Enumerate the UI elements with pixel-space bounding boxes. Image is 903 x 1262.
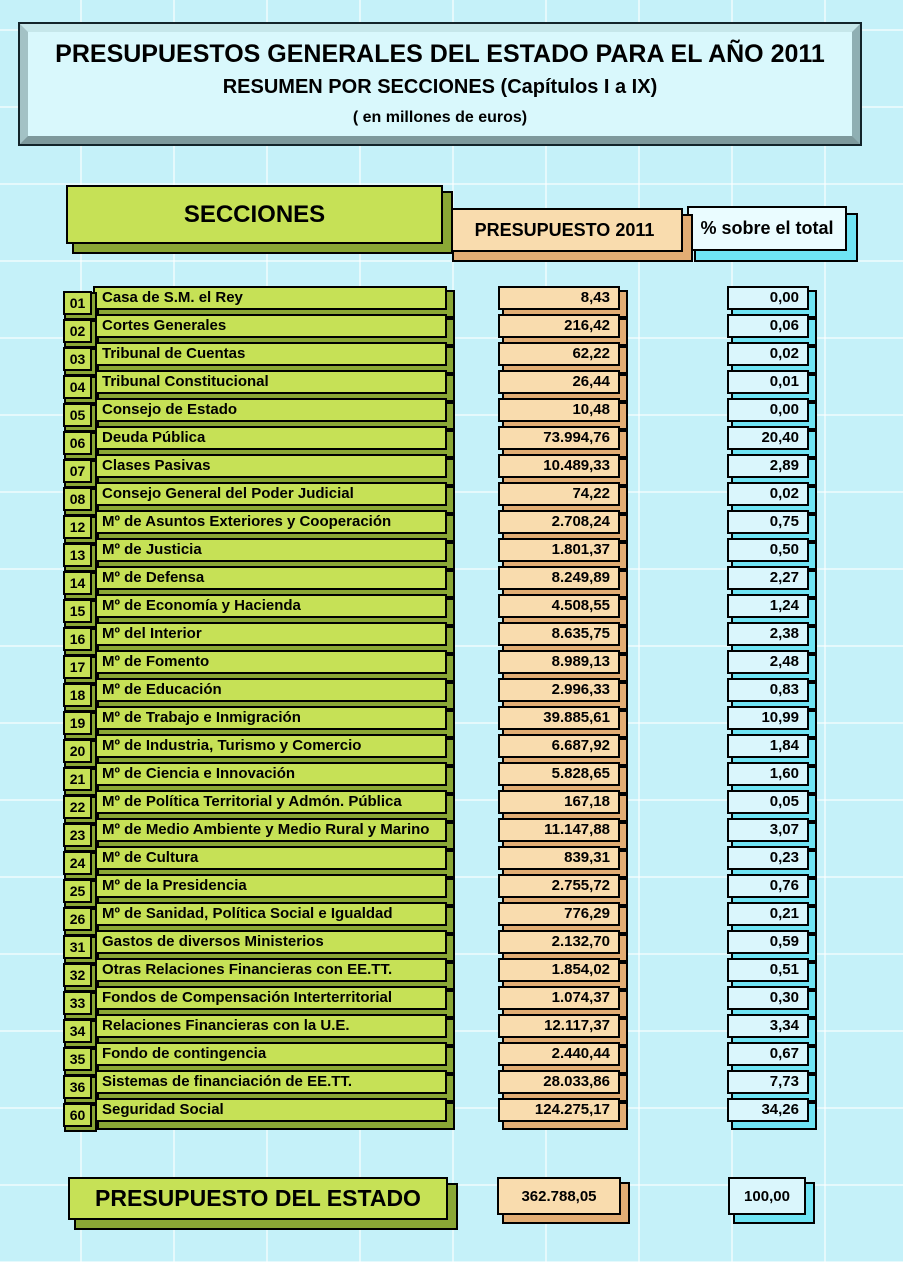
percent-box — [727, 594, 809, 618]
section-name: Fondos de Compensación Interterritorial — [102, 989, 393, 1006]
percent-value: 1,84 — [769, 737, 799, 754]
section-code: 03 — [69, 351, 86, 367]
budget-amount-box — [498, 1042, 620, 1066]
budget-amount-box — [498, 902, 620, 926]
section-code: 21 — [69, 771, 86, 787]
section-name-bar — [93, 398, 447, 422]
section-code-badge — [63, 319, 92, 343]
percent-box — [727, 342, 809, 366]
section-name-bar — [93, 454, 447, 478]
section-code: 02 — [69, 323, 86, 339]
section-code-badge — [63, 795, 92, 819]
section-name-bar — [93, 706, 447, 730]
section-code-badge — [63, 543, 92, 567]
section-code: 04 — [69, 379, 86, 395]
table-row — [66, 594, 826, 622]
section-name-bar — [93, 818, 447, 842]
section-code-badge — [63, 907, 92, 931]
section-code: 06 — [69, 435, 86, 451]
section-name: Mº de Economía y Hacienda — [102, 597, 301, 614]
table-row — [66, 398, 826, 426]
budget-amount-box — [498, 1070, 620, 1094]
percent-box — [727, 762, 809, 786]
section-code: 20 — [69, 743, 86, 759]
percent-value: 2,89 — [769, 457, 799, 474]
section-name: Deuda Pública — [102, 429, 206, 446]
percent-box — [727, 818, 809, 842]
budget-amount: 1.801,37 — [551, 541, 610, 558]
table-row — [66, 454, 826, 482]
section-code: 15 — [69, 603, 86, 619]
budget-amount: 167,18 — [564, 793, 610, 810]
section-code-badge — [63, 459, 92, 483]
section-name: Casa de S.M. el Rey — [102, 289, 243, 306]
budget-amount-box — [498, 398, 620, 422]
budget-amount-box — [498, 930, 620, 954]
section-code: 08 — [69, 491, 86, 507]
percent-box — [727, 902, 809, 926]
section-code: 12 — [69, 519, 86, 535]
section-code: 32 — [69, 967, 86, 983]
total-amount-box — [497, 1177, 621, 1215]
budget-amount-box — [498, 790, 620, 814]
section-name-bar — [93, 342, 447, 366]
section-name: Mº de Política Territorial y Admón. Pública — [102, 793, 402, 810]
section-name: Sistemas de financiación de EE.TT. — [102, 1073, 353, 1090]
section-name-bar — [93, 622, 447, 646]
table-row — [66, 650, 826, 678]
section-code: 17 — [69, 659, 86, 675]
section-name: Fondo de contingencia — [102, 1045, 267, 1062]
budget-amount: 62,22 — [572, 345, 610, 362]
table-row — [66, 734, 826, 762]
budget-amount: 6.687,92 — [551, 737, 610, 754]
percent-value: 0,05 — [769, 793, 799, 810]
section-code-badge — [63, 655, 92, 679]
percent-value: 0,59 — [769, 933, 799, 950]
percent-box — [727, 678, 809, 702]
section-name-bar — [93, 566, 447, 590]
section-name-bar — [93, 846, 447, 870]
section-name-bar — [93, 762, 447, 786]
budget-amount-box — [498, 594, 620, 618]
section-code: 33 — [69, 995, 86, 1011]
section-name-bar — [93, 902, 447, 926]
table-row — [66, 930, 826, 958]
percent-value: 0,50 — [769, 541, 799, 558]
section-code: 07 — [69, 463, 86, 479]
percent-box — [727, 734, 809, 758]
percent-value: 0,51 — [769, 961, 799, 978]
section-name-bar — [93, 314, 447, 338]
percent-value: 0,02 — [769, 485, 799, 502]
percent-box — [727, 622, 809, 646]
section-name: Clases Pasivas — [102, 457, 211, 474]
percent-box — [727, 874, 809, 898]
table-row — [66, 818, 826, 846]
budget-amount: 10.489,33 — [543, 457, 610, 474]
percent-box — [727, 1014, 809, 1038]
section-code-badge — [63, 823, 92, 847]
percent-box — [727, 706, 809, 730]
percent-box — [727, 286, 809, 310]
section-name: Mº de Trabajo e Inmigración — [102, 709, 301, 726]
section-name-bar — [93, 538, 447, 562]
section-code-badge — [63, 767, 92, 791]
title-panel — [20, 24, 860, 144]
budget-amount: 1.854,02 — [551, 961, 610, 978]
budget-amount-box — [498, 622, 620, 646]
table-row — [66, 342, 826, 370]
budget-amount: 26,44 — [572, 373, 610, 390]
section-name: Otras Relaciones Financieras con EE.TT. — [102, 961, 393, 978]
percent-box — [727, 1098, 809, 1122]
section-name-bar — [93, 930, 447, 954]
total-label-box — [68, 1177, 448, 1220]
budget-amount: 74,22 — [572, 485, 610, 502]
budget-amount-box — [498, 510, 620, 534]
section-code-badge — [63, 1075, 92, 1099]
section-name: Seguridad Social — [102, 1101, 224, 1118]
percent-value: 2,48 — [769, 653, 799, 670]
percent-box — [727, 846, 809, 870]
budget-amount: 8,43 — [580, 289, 610, 306]
total-percent-box — [728, 1177, 806, 1215]
section-name-bar — [93, 594, 447, 618]
budget-amount-box — [498, 1098, 620, 1122]
percent-box — [727, 650, 809, 674]
percent-box — [727, 1070, 809, 1094]
section-name: Mº de Asuntos Exteriores y Cooperación — [102, 513, 392, 530]
budget-amount: 1.074,37 — [551, 989, 610, 1006]
percent-box — [727, 454, 809, 478]
section-code-badge — [63, 739, 92, 763]
percent-box — [727, 426, 809, 450]
percent-value: 0,21 — [769, 905, 799, 922]
percent-box — [727, 986, 809, 1010]
section-name: Mº de la Presidencia — [102, 877, 247, 894]
percent-value: 10,99 — [761, 709, 799, 726]
percent-value: 1,60 — [769, 765, 799, 782]
section-code-badge — [63, 431, 92, 455]
percent-value: 0,06 — [769, 317, 799, 334]
presupuesto-header-label: PRESUPUESTO 2011 — [474, 219, 655, 240]
budget-amount: 124.275,17 — [534, 1101, 610, 1118]
section-code-badge — [63, 487, 92, 511]
section-name: Mº de Educación — [102, 681, 222, 698]
table-row — [66, 370, 826, 398]
budget-amount: 839,31 — [564, 849, 610, 866]
section-code-badge — [63, 879, 92, 903]
section-code-badge — [63, 683, 92, 707]
budget-amount-box — [498, 706, 620, 730]
percent-box — [727, 566, 809, 590]
table-row — [66, 902, 826, 930]
section-code: 34 — [69, 1023, 86, 1039]
page-title: PRESUPUESTOS GENERALES DEL ESTADO PARA EL AÑO 2011 — [55, 39, 825, 68]
total-percent: 100,00 — [744, 1187, 790, 1205]
section-code-badge — [63, 935, 92, 959]
budget-amount: 2.755,72 — [551, 877, 610, 894]
section-name-bar — [93, 1098, 447, 1122]
section-name: Mº de Defensa — [102, 569, 205, 586]
budget-amount-box — [498, 482, 620, 506]
table-row — [66, 846, 826, 874]
percent-value: 0,75 — [769, 513, 799, 530]
section-name: Mº de Ciencia e Innovación — [102, 765, 296, 782]
budget-amount-box — [498, 286, 620, 310]
table-row — [66, 482, 826, 510]
budget-amount-box — [498, 538, 620, 562]
percent-value: 0,23 — [769, 849, 799, 866]
budget-amount-box — [498, 314, 620, 338]
section-code: 14 — [69, 575, 86, 591]
table-row — [66, 622, 826, 650]
section-name-bar — [93, 958, 447, 982]
section-code-badge — [63, 991, 92, 1015]
table-row — [66, 986, 826, 1014]
table-row — [66, 762, 826, 790]
section-name: Mº del Interior — [102, 625, 202, 642]
table-row — [66, 538, 826, 566]
table-row — [66, 314, 826, 342]
budget-amount: 2.132,70 — [551, 933, 610, 950]
section-name: Tribunal Constitucional — [102, 373, 269, 390]
section-code: 36 — [69, 1079, 86, 1095]
section-code-badge — [63, 1103, 92, 1127]
percent-value: 0,30 — [769, 989, 799, 1006]
section-code-badge — [63, 347, 92, 371]
percent-value: 0,67 — [769, 1045, 799, 1062]
percent-value: 3,07 — [769, 821, 799, 838]
table-row — [66, 958, 826, 986]
budget-amount-box — [498, 958, 620, 982]
percent-box — [727, 1042, 809, 1066]
section-code: 60 — [69, 1107, 86, 1123]
section-name: Cortes Generales — [102, 317, 227, 334]
percent-value: 34,26 — [761, 1101, 799, 1118]
section-name-bar — [93, 650, 447, 674]
percent-value: 3,34 — [769, 1017, 799, 1034]
page-subtitle: RESUMEN POR SECCIONES (Capítulos I a IX) — [222, 75, 658, 98]
section-code-badge — [63, 403, 92, 427]
section-code-badge — [63, 711, 92, 735]
budget-amount: 73.994,76 — [543, 429, 610, 446]
section-name-bar — [93, 1070, 447, 1094]
percent-box — [727, 398, 809, 422]
section-code: 23 — [69, 827, 86, 843]
section-code-badge — [63, 627, 92, 651]
percent-box — [727, 538, 809, 562]
budget-amount: 8.635,75 — [551, 625, 610, 642]
budget-amount-box — [498, 846, 620, 870]
table-row — [66, 1042, 826, 1070]
section-code-badge — [63, 851, 92, 875]
section-name: Tribunal de Cuentas — [102, 345, 246, 362]
table-row — [66, 706, 826, 734]
section-name: Relaciones Financieras con la U.E. — [102, 1017, 350, 1034]
section-code-badge — [63, 1019, 92, 1043]
table-row — [66, 874, 826, 902]
page-units-note: ( en millones de euros) — [352, 108, 528, 126]
section-name-bar — [93, 510, 447, 534]
budget-amount: 8.989,13 — [551, 653, 610, 670]
section-name-bar — [93, 426, 447, 450]
percent-value: 0,00 — [769, 401, 799, 418]
percent-box — [727, 482, 809, 506]
table-row — [66, 1070, 826, 1098]
budget-amount: 8.249,89 — [551, 569, 610, 586]
budget-amount-box — [498, 370, 620, 394]
section-name: Mº de Sanidad, Política Social e Igualdad — [102, 905, 393, 922]
section-code-badge — [63, 291, 92, 315]
section-code: 24 — [69, 855, 86, 871]
section-code-badge — [63, 375, 92, 399]
percent-box — [727, 314, 809, 338]
budget-amount: 2.996,33 — [551, 681, 610, 698]
percent-box — [727, 958, 809, 982]
percent-value: 0,00 — [769, 289, 799, 306]
section-code: 01 — [69, 295, 86, 311]
budget-amount: 12.117,37 — [544, 1017, 610, 1034]
section-name-bar — [93, 482, 447, 506]
budget-amount-box — [498, 986, 620, 1010]
budget-amount-box — [498, 762, 620, 786]
percent-header-label: % sobre el total — [700, 218, 834, 238]
table-row — [66, 426, 826, 454]
percent-value: 2,38 — [769, 625, 799, 642]
section-code: 13 — [69, 547, 86, 563]
section-name-bar — [93, 986, 447, 1010]
budget-amount: 2.440,44 — [551, 1045, 610, 1062]
budget-amount: 776,29 — [564, 905, 610, 922]
percent-box — [727, 930, 809, 954]
percent-box — [727, 370, 809, 394]
budget-amount: 10,48 — [572, 401, 610, 418]
section-code: 18 — [69, 687, 86, 703]
section-name-bar — [93, 874, 447, 898]
budget-amount-box — [498, 678, 620, 702]
section-code: 16 — [69, 631, 86, 647]
sections-table — [66, 286, 826, 1132]
budget-amount: 11.147,88 — [544, 821, 610, 838]
budget-amount: 216,42 — [564, 317, 610, 334]
section-code: 19 — [69, 715, 86, 731]
budget-amount-box — [498, 426, 620, 450]
total-amount: 362.788,05 — [521, 1187, 597, 1205]
percent-value: 20,40 — [761, 429, 799, 446]
section-code-badge — [63, 571, 92, 595]
table-row — [66, 1098, 826, 1126]
budget-amount-box — [498, 874, 620, 898]
section-name-bar — [93, 734, 447, 758]
budget-amount: 2.708,24 — [551, 513, 610, 530]
percent-value: 2,27 — [769, 569, 799, 586]
percent-value: 0,02 — [769, 345, 799, 362]
section-code: 35 — [69, 1051, 86, 1067]
table-row — [66, 1014, 826, 1042]
section-code-badge — [63, 963, 92, 987]
percent-value: 1,24 — [769, 597, 799, 614]
section-name: Gastos de diversos Ministerios — [102, 933, 324, 950]
budget-amount-box — [498, 342, 620, 366]
section-name: Mº de Justicia — [102, 541, 202, 558]
section-code: 25 — [69, 883, 86, 899]
section-name-bar — [93, 1042, 447, 1066]
table-row — [66, 678, 826, 706]
section-code: 31 — [69, 939, 86, 955]
secciones-header-label: SECCIONES — [183, 200, 326, 228]
section-name: Mº de Fomento — [102, 653, 210, 670]
section-name: Mº de Medio Ambiente y Medio Rural y Marino — [102, 821, 430, 838]
budget-amount: 39.885,61 — [543, 709, 610, 726]
section-code: 22 — [69, 799, 86, 815]
column-header-percent — [687, 206, 847, 251]
budget-amount: 28.033,86 — [543, 1073, 610, 1090]
section-name: Consejo de Estado — [102, 401, 238, 418]
budget-amount-box — [498, 1014, 620, 1038]
total-label: PRESUPUESTO DEL ESTADO — [95, 1185, 421, 1211]
section-name-bar — [93, 790, 447, 814]
percent-value: 7,73 — [769, 1073, 799, 1090]
section-code-badge — [63, 515, 92, 539]
section-code-badge — [63, 599, 92, 623]
section-name: Mº de Industria, Turismo y Comercio — [102, 737, 362, 754]
budget-amount-box — [498, 454, 620, 478]
percent-value: 0,01 — [769, 373, 799, 390]
section-code: 05 — [69, 407, 86, 423]
section-name: Consejo General del Poder Judicial — [102, 485, 354, 502]
table-row — [66, 790, 826, 818]
section-name-bar — [93, 1014, 447, 1038]
section-name-bar — [93, 286, 447, 310]
budget-amount-box — [498, 650, 620, 674]
budget-amount-box — [498, 566, 620, 590]
percent-value: 0,76 — [769, 877, 799, 894]
percent-value: 0,83 — [769, 681, 799, 698]
budget-amount: 5.828,65 — [551, 765, 610, 782]
budget-amount: 4.508,55 — [551, 597, 610, 614]
table-row — [66, 566, 826, 594]
budget-amount-box — [498, 734, 620, 758]
column-header-presupuesto — [446, 208, 683, 252]
section-code: 26 — [69, 911, 86, 927]
table-row — [66, 286, 826, 314]
table-row — [66, 510, 826, 538]
section-name: Mº de Cultura — [102, 849, 199, 866]
column-header-secciones — [66, 185, 443, 244]
section-name-bar — [93, 678, 447, 702]
budget-amount-box — [498, 818, 620, 842]
section-name-bar — [93, 370, 447, 394]
percent-box — [727, 510, 809, 534]
percent-box — [727, 790, 809, 814]
section-code-badge — [63, 1047, 92, 1071]
